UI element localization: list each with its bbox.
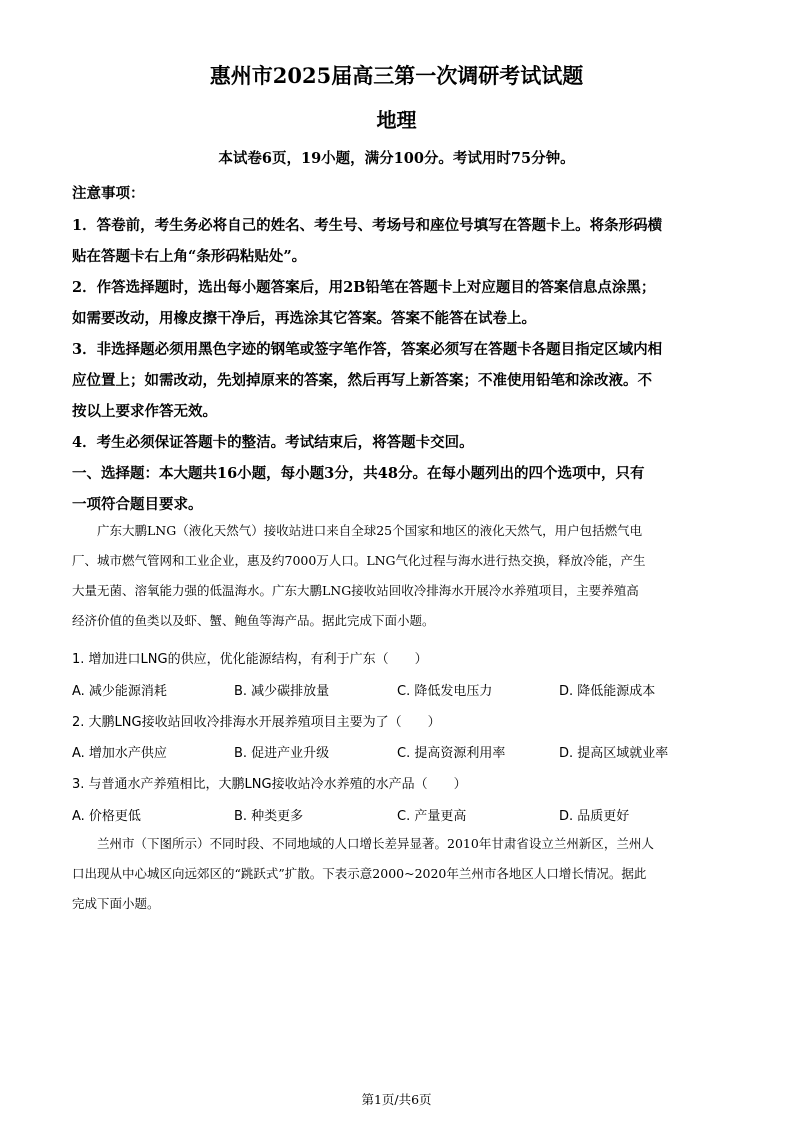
passage-line: 广东大鹏LNG（液化天然气）接收站进口来自全球25个国家和地区的液化天然气，用户包括燃气电 [97,523,643,538]
notes-line: 2．作答选择题时，选出每小题答案后，用2B铅笔在答题卡上对应题目的答案信息点涂黑； [72,279,656,296]
passage-line: 大量无菌、溶氧能力强的低温海水。广东大鹏LNG接收站回收冷排海水开展冷水养殖项目，主要养殖高 [72,583,639,598]
option-b: B. 减少碳排放量 [234,684,330,699]
passage-lng [72,516,727,636]
notes-line: 应位置上；如需改动，先划掉原来的答案，然后再写上新答案；不准使用铅笔和涂改液。不 [72,372,652,389]
option-d: D. 提高区域就业率 [559,746,669,761]
notes-line: 按以上要求作答无效。 [72,403,217,420]
exam-subject: 地理 [376,108,417,132]
notes-heading: 注意事项： [72,185,145,202]
passage-line: 完成下面小题。 [72,896,160,911]
option-c: C. 降低发电压力 [397,684,493,699]
question-stem: 2. 大鹏LNG接收站回收冷排海水开展养殖项目主要为了（ ） [72,715,441,730]
notes-line: 3．非选择题必须用黑色字迹的钢笔或签字笔作答，答案必须写在答题卡各题目指定区域内相 [72,341,663,358]
option-a: A. 增加水产供应 [72,746,167,761]
option-c: C. 提高资源利用率 [397,746,506,761]
option-d: D. 品质更好 [559,809,630,824]
exam-info: 本试卷6页，19小题，满分100分。考试用时75分钟。 [218,150,575,167]
notes-line: 如需要改动，用橡皮擦干净后，再选涂其它答案。答案不能答在试卷上。 [72,310,536,327]
question-stem: 3. 与普通水产养殖相比，大鹏LNG接收站冷水养殖的水产品（ ） [72,777,467,792]
passage-line: 口出现从中心城区向远郊区的“跳跃式”扩散。下表示意2000~2020年兰州市各地区人口增长情况。据此 [72,866,647,881]
section-heading: 一、选择题：本大题共16小题，每小题3分，共48分。在每小题列出的四个选项中，只有 [72,465,645,482]
page-footer: 第1页/共6页 [361,1092,432,1107]
section-heading: 一项符合题目要求。 [72,496,203,513]
passage-line: 经济价值的鱼类以及虾、蟹、鲍鱼等海产品。据此完成下面小题。 [72,613,435,628]
passage-lanzhou [72,829,727,919]
option-a: A. 减少能源消耗 [72,684,167,699]
notes-line: 1．答卷前，考生务必将自己的姓名、考生号、考场号和座位号填写在答题卡上。将条形码横 [72,217,663,234]
passage-line: 厂、城市燃气管网和工业企业，惠及约7000万人口。LNG气化过程与海水进行热交换，释放冷能，产生 [72,553,646,568]
option-c: C. 产量更高 [397,809,467,824]
question-stem: 1. 增加进口LNG的供应，优化能源结构，有利于广东（ ） [72,652,428,667]
option-b: B. 种类更多 [234,809,304,824]
notes-line: 贴在答题卡右上角“条形码粘贴处”。 [72,248,307,265]
notes-line: 4．考生必须保证答题卡的整洁。考试结束后，将答题卡交回。 [72,434,474,451]
option-b: B. 促进产业升级 [234,746,330,761]
passage-line: 兰州市（下图所示）不同时段、不同地域的人口增长差异显著。2010年甘肃省设立兰州新区，兰州人 [97,836,654,851]
option-d: D. 降低能源成本 [559,684,656,699]
option-a: A. 价格更低 [72,809,141,824]
exam-title: 惠州市2025届高三第一次调研考试试题 [209,63,584,88]
